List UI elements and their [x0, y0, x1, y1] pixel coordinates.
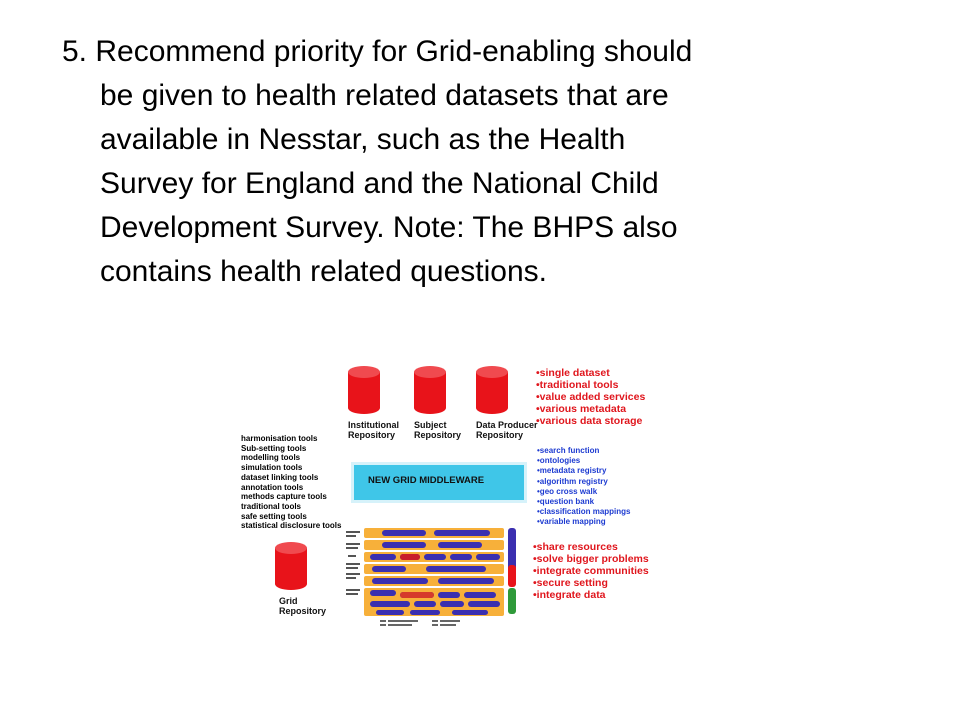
grid-repository-cylinder-icon: [273, 540, 309, 592]
feature-item: •search function: [537, 446, 600, 455]
feature-item: •various data storage: [536, 415, 643, 427]
tool-item: Sub-setting tools: [241, 443, 307, 453]
grid-middleware-box: [354, 465, 524, 500]
data-producer-repository-cylinder-icon: [474, 364, 510, 416]
body-line: available in Nesstar, such as the Health: [100, 123, 626, 156]
feature-item: •algorithm registry: [537, 476, 608, 486]
feature-item: •various metadata: [536, 403, 627, 415]
feature-item: •single dataset: [536, 367, 610, 379]
body-line: Survey for England and the National Child: [100, 167, 659, 200]
benefit-item: •integrate communities: [533, 565, 649, 577]
tool-item: modelling tools: [241, 453, 301, 463]
grid-architecture-diagram: [342, 525, 530, 630]
slide-body-text: [62, 30, 922, 294]
tool-item: safe setting tools: [241, 511, 307, 521]
tool-item: harmonisation tools: [241, 434, 318, 443]
feature-item: •metadata registry: [537, 466, 607, 476]
institutional-repository-cylinder-icon: [346, 364, 382, 416]
feature-item: •geo cross walk: [537, 486, 598, 496]
feature-item: •classification mappings: [537, 507, 631, 517]
benefit-item: •solve bigger problems: [533, 553, 649, 565]
benefit-item: •share resources: [533, 541, 618, 553]
middleware-features-list: [537, 446, 631, 528]
subject-repository-label: Subject Repository: [414, 420, 462, 440]
feature-item: •ontologies: [537, 456, 581, 466]
grid-benefits-list: [533, 541, 649, 601]
feature-item: •question bank: [537, 497, 595, 507]
feature-item: •value added services: [536, 391, 646, 403]
feature-item: •variable mapping: [537, 517, 606, 527]
benefit-item: •secure setting: [533, 577, 608, 589]
subject-repository-cylinder-icon: [412, 364, 448, 416]
middleware-label: NEW GRID MIDDLEWARE: [368, 475, 485, 486]
repository-features-list: [536, 367, 645, 427]
tool-item: dataset linking tools: [241, 472, 319, 482]
body-line: be given to health related datasets that are: [100, 79, 669, 112]
grid-repository-label: Grid Repository: [279, 596, 327, 616]
body-line: contains health related questions.: [100, 255, 547, 288]
tool-item: traditional tools: [241, 501, 301, 511]
tool-item: annotation tools: [241, 482, 304, 492]
tool-item: statistical disclosure tools: [241, 521, 342, 531]
body-line: Development Survey. Note: The BHPS also: [100, 211, 678, 244]
institutional-repository-label: Institutional Repository: [348, 420, 399, 440]
benefit-item: •integrate data: [533, 589, 606, 601]
tool-item: simulation tools: [241, 463, 303, 473]
tool-item: methods capture tools: [241, 492, 327, 502]
tools-list: [241, 434, 341, 531]
body-line: 5. Recommend priority for Grid-enabling should: [62, 35, 693, 68]
data-producer-repository-label: Data Producer Repository: [476, 420, 538, 440]
feature-item: •traditional tools: [536, 379, 619, 391]
